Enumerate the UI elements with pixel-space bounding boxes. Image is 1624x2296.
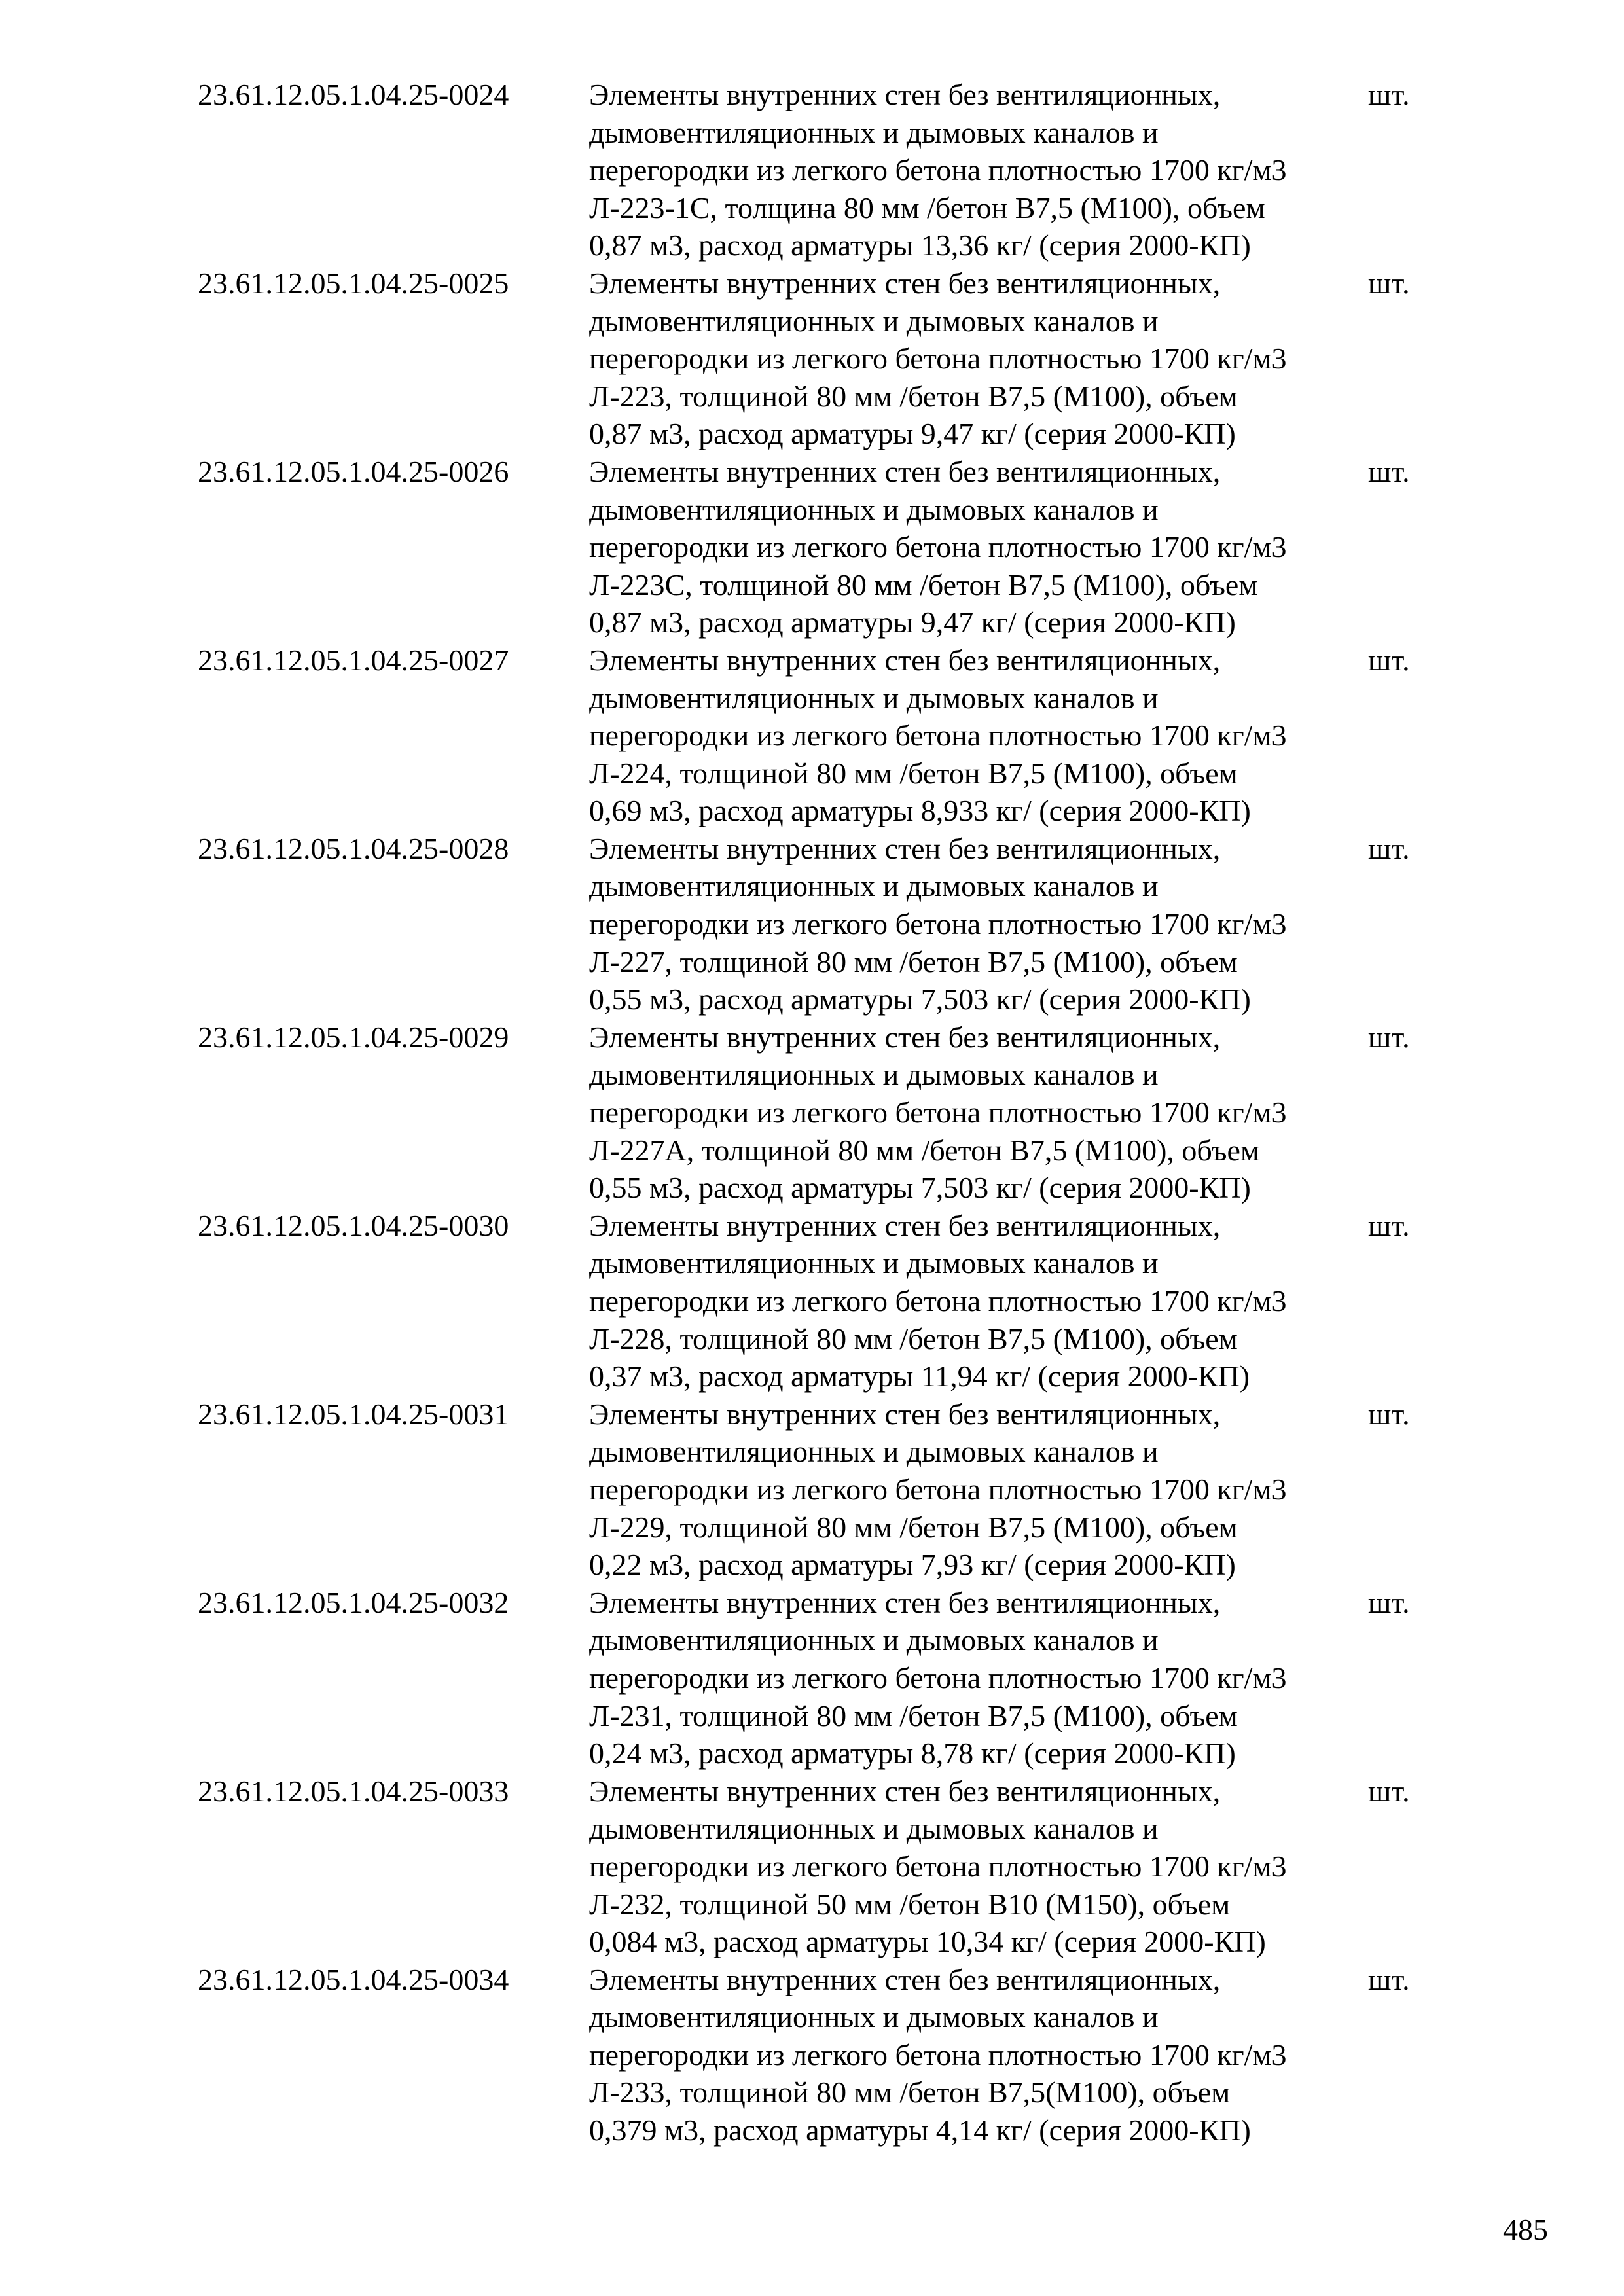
description-line: перегородки из легкого бетона плотностью 1700 кг/м3 [589, 1472, 1287, 1506]
list-item [198, 1961, 1441, 2149]
description-line: дымовентиляционных и дымовых каналов и [589, 869, 1159, 903]
description-line: перегородки из легкого бетона плотностью 1700 кг/м3 [589, 153, 1287, 187]
description-line: 0,55 м3, расход арматуры 7,503 кг/ (серия 2000-КП) [589, 1171, 1251, 1205]
item-description [589, 76, 1368, 264]
item-unit: шт. [1368, 1962, 1410, 1996]
description-line: 0,87 м3, расход арматуры 9,47 кг/ (серия 2000-КП) [589, 417, 1236, 451]
description-line: Элементы внутренних стен без вентиляционных, [589, 1774, 1221, 1808]
item-code: 23.61.12.05.1.04.25-0034 [198, 1962, 509, 1996]
description-line: Л-228, толщиной 80 мм /бетон В7,5 (М100), объем [589, 1321, 1238, 1355]
description-line: Элементы внутренних стен без вентиляционных, [589, 1020, 1221, 1054]
description-line: Элементы внутренних стен без вентиляционных, [589, 1397, 1221, 1431]
item-code: 23.61.12.05.1.04.25-0030 [198, 1208, 509, 1242]
item-description [589, 1772, 1368, 1961]
description-line: перегородки из легкого бетона плотностью 1700 кг/м3 [589, 719, 1287, 753]
description-line: дымовентиляционных и дымовых каналов и [589, 1435, 1159, 1469]
description-line: дымовентиляционных и дымовых каналов и [589, 681, 1159, 715]
description-line: Л-232, толщиной 50 мм /бетон В10 (М150), объем [589, 1887, 1231, 1921]
item-description [589, 1584, 1368, 1772]
description-line: Л-223С, толщиной 80 мм /бетон В7,5 (М100), объем [589, 567, 1258, 601]
description-line: 0,87 м3, расход арматуры 13,36 кг/ (серия 2000-КП) [589, 228, 1251, 262]
list-item [198, 264, 1441, 453]
description-line: дымовентиляционных и дымовых каналов и [589, 1246, 1159, 1280]
description-line: Элементы внутренних стен без вентиляционных, [589, 831, 1221, 865]
item-unit: шт. [1368, 643, 1410, 677]
description-line: перегородки из легкого бетона плотностью 1700 кг/м3 [589, 907, 1287, 941]
description-line: перегородки из легкого бетона плотностью 1700 кг/м3 [589, 1849, 1287, 1883]
list-item [198, 453, 1441, 641]
description-line: дымовентиляционных и дымовых каналов и [589, 492, 1159, 526]
list-item [198, 830, 1441, 1018]
description-line: 0,87 м3, расход арматуры 9,47 кг/ (серия 2000-КП) [589, 605, 1236, 639]
item-description [589, 830, 1368, 1018]
description-line: Л-223-1С, толщина 80 мм /бетон В7,5 (М100), объем [589, 190, 1265, 224]
description-line: Л-229, толщиной 80 мм /бетон В7,5 (М100), объем [589, 1510, 1238, 1544]
description-line: перегородки из легкого бетона плотностью 1700 кг/м3 [589, 530, 1287, 564]
item-unit: шт. [1368, 1774, 1410, 1808]
item-description [589, 1395, 1368, 1584]
description-line: 0,24 м3, расход арматуры 8,78 кг/ (серия 2000-КП) [589, 1736, 1236, 1770]
description-line: перегородки из легкого бетона плотностью 1700 кг/м3 [589, 1284, 1287, 1318]
description-line: Элементы внутренних стен без вентиляционных, [589, 1962, 1221, 1996]
item-description [589, 1207, 1368, 1395]
item-unit: шт. [1368, 1585, 1410, 1619]
description-line: перегородки из легкого бетона плотностью 1700 кг/м3 [589, 2037, 1287, 2072]
description-line: Л-227, толщиной 80 мм /бетон В7,5 (М100), объем [589, 944, 1238, 978]
item-code: 23.61.12.05.1.04.25-0033 [198, 1774, 509, 1808]
list-item [198, 1207, 1441, 1395]
item-unit: шт. [1368, 266, 1410, 300]
description-line: Элементы внутренних стен без вентиляционных, [589, 78, 1221, 111]
description-line: дымовентиляционных и дымовых каналов и [589, 115, 1159, 149]
description-line: 0,69 м3, расход арматуры 8,933 кг/ (серия 2000-КП) [589, 794, 1251, 828]
list-item [198, 1772, 1441, 1961]
item-unit: шт. [1368, 78, 1410, 111]
description-line: Л-223, толщиной 80 мм /бетон В7,5 (М100), объем [589, 379, 1238, 413]
description-line: Л-231, толщиной 80 мм /бетон В7,5 (М100), объем [589, 1698, 1238, 1732]
description-line: перегородки из легкого бетона плотностью 1700 кг/м3 [589, 1660, 1287, 1695]
description-line: Элементы внутренних стен без вентиляционных, [589, 454, 1221, 488]
list-item [198, 1018, 1441, 1207]
description-line: перегородки из легкого бетона плотностью 1700 кг/м3 [589, 1096, 1287, 1130]
list-item [198, 1395, 1441, 1584]
item-code: 23.61.12.05.1.04.25-0025 [198, 266, 509, 300]
item-unit: шт. [1368, 454, 1410, 488]
list-item [198, 1584, 1441, 1772]
description-line: 0,084 м3, расход арматуры 10,34 кг/ (серия 2000-КП) [589, 1925, 1266, 1959]
item-description [589, 1961, 1368, 2149]
item-description [589, 453, 1368, 641]
item-description [589, 641, 1368, 830]
description-line: дымовентиляционных и дымовых каналов и [589, 1812, 1159, 1846]
description-line: дымовентиляционных и дымовых каналов и [589, 2000, 1159, 2034]
description-line: Л-233, толщиной 80 мм /бетон В7,5(М100), объем [589, 2075, 1231, 2109]
description-line: 0,379 м3, расход арматуры 4,14 кг/ (серия 2000-КП) [589, 2113, 1251, 2147]
item-unit: шт. [1368, 1208, 1410, 1242]
page-number: 485 [1503, 2213, 1548, 2246]
price-list-entries [198, 76, 1441, 2149]
item-description [589, 264, 1368, 453]
description-line: Элементы внутренних стен без вентиляционных, [589, 1585, 1221, 1619]
item-code: 23.61.12.05.1.04.25-0031 [198, 1397, 509, 1431]
item-code: 23.61.12.05.1.04.25-0028 [198, 831, 509, 865]
description-line: 0,37 м3, расход арматуры 11,94 кг/ (серия 2000-КП) [589, 1359, 1250, 1393]
description-line: Л-227А, толщиной 80 мм /бетон В7,5 (М100), объем [589, 1133, 1259, 1167]
description-line: дымовентиляционных и дымовых каналов и [589, 304, 1159, 338]
list-item [198, 76, 1441, 264]
item-code: 23.61.12.05.1.04.25-0027 [198, 643, 509, 677]
description-line: дымовентиляционных и дымовых каналов и [589, 1623, 1159, 1657]
item-code: 23.61.12.05.1.04.25-0029 [198, 1020, 509, 1054]
description-line: дымовентиляционных и дымовых каналов и [589, 1058, 1159, 1092]
item-unit: шт. [1368, 1397, 1410, 1431]
list-item [198, 641, 1441, 830]
item-unit: шт. [1368, 1020, 1410, 1054]
description-line: 0,22 м3, расход арматуры 7,93 кг/ (серия 2000-КП) [589, 1548, 1236, 1582]
description-line: Элементы внутренних стен без вентиляционных, [589, 266, 1221, 300]
item-description [589, 1018, 1368, 1207]
description-line: 0,55 м3, расход арматуры 7,503 кг/ (серия 2000-КП) [589, 982, 1251, 1016]
item-code: 23.61.12.05.1.04.25-0032 [198, 1585, 509, 1619]
item-code: 23.61.12.05.1.04.25-0024 [198, 78, 509, 111]
description-line: Элементы внутренних стен без вентиляционных, [589, 643, 1221, 677]
description-line: Элементы внутренних стен без вентиляционных, [589, 1208, 1221, 1242]
item-unit: шт. [1368, 831, 1410, 865]
item-code: 23.61.12.05.1.04.25-0026 [198, 454, 509, 488]
description-line: Л-224, толщиной 80 мм /бетон В7,5 (М100), объем [589, 756, 1238, 790]
description-line: перегородки из легкого бетона плотностью 1700 кг/м3 [589, 342, 1287, 376]
